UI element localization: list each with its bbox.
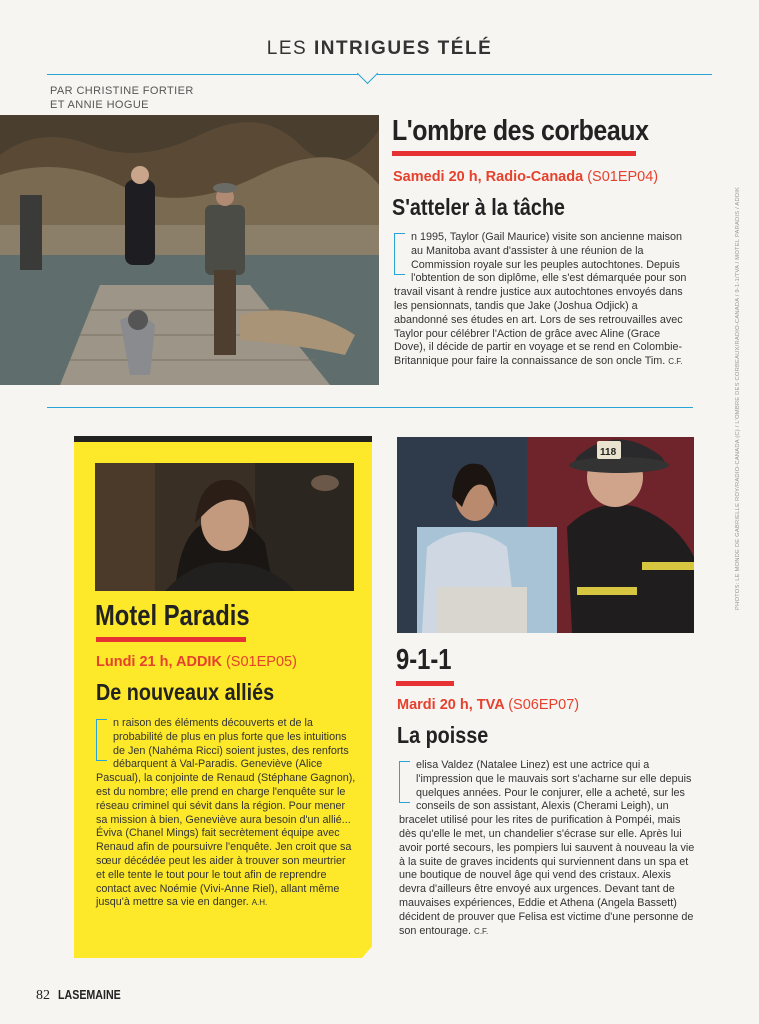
article1-subtitle: S'atteler à la tâche: [392, 194, 565, 220]
dropcap-e: [394, 233, 405, 275]
article3-title-underline: [396, 681, 454, 686]
article3-title: 9-1-1: [396, 644, 452, 676]
byline-line2: ET ANNIE HOGUE: [50, 99, 149, 111]
article2-credit: A.H.: [251, 898, 268, 908]
article1-credit: C.F.: [668, 357, 683, 367]
article2-schedule: [96, 654, 297, 670]
article3-credit: C.F.: [474, 926, 489, 936]
article2-title: Motel Paradis: [95, 600, 250, 632]
article2-subtitle: De nouveaux alliés: [96, 679, 275, 705]
article2-title-underline: [96, 637, 246, 642]
article2-schedule-text: Lundi 21 h, ADDIK: [96, 654, 222, 670]
article2-body-text: n raison des éléments découverts et de la probabilité de plus en plus forte que les intuitions de Jen (Nahéma Ricci) soient justes, des renforts débarquent à Val-Paradis. Geneviève (Alice Pascual), la conjointe de Renaud (Stéphane Gagnon), est du nombre; elle prend en charge l'enquête sur le réseau criminel qui sévit dans la région. Pour mener sa mission à bien, Geneviève aura besoin d'un allié... Éviva (Chanel Mings) fait secrètement équipe avec Renaud afin de poursuivre l'enquête. Jen croit que sa sœur décédée peut les aider à trouver son meurtrier et elle tente le tout pour le tout afin de reprendre contact avec Noémie (Vivi-Anne Riel), allant même jusqu'à mettre sa vie en danger.: [96, 717, 356, 909]
byline: [50, 84, 194, 112]
helmet-number: 118: [600, 447, 617, 458]
section-divider: [47, 407, 693, 408]
photo-motel-paradis: [95, 463, 354, 591]
photo-credits-vertical: PHOTOS: LE MONDE DE GABRIELLE ROY/RADIO-CANADA (C) / L'OMBRE DES CORBEAUX/RADIO-CANADA / 9-1-1/TVA / MOTEL PARADIS / ADDIK: [735, 186, 741, 610]
dropcap-f: [399, 761, 410, 803]
article1-schedule-text: Samedi 20 h, Radio-Canada: [393, 169, 584, 185]
article2-body: [96, 717, 356, 910]
article1-episode: (S01EP04): [587, 169, 659, 185]
page-footer: [36, 987, 134, 1004]
section-header: [0, 38, 759, 60]
article1-schedule: [393, 169, 658, 185]
magazine-brand: LASEMAINE: [57, 987, 121, 1002]
article1-title: L'ombre des corbeaux: [392, 115, 649, 147]
box-corner-cut: [362, 944, 374, 958]
header-rule: [47, 74, 712, 75]
article1-body-text: n 1995, Taylor (Gail Maurice) visite son ancienne maison au Manitoba avant d'assister à une réunion de la Commission royale sur les peuples autochtones. Depuis l'obtention de son diplôme, elle s'est démarquée pour son travail visant à rendre justice aux autochtones envoyés dans les pensionnats, tandis que Jake (Joshua Odjick) a abandonné ses études en art. Lors de ses retrouvailles avec Taylor pour célébrer l'Action de grâce avec Aline (Grace Dove), il décide de partir en voyage et se rend en Colombie-Britannique pour faire la connaissance de son oncle Tim.: [394, 231, 687, 368]
photo-ombre-des-corbeaux: [0, 115, 379, 385]
article1-title-underline: [392, 151, 636, 156]
article3-subtitle: La poisse: [397, 722, 489, 748]
section-header-prefix: LES: [266, 38, 308, 59]
article2-episode: (S01EP05): [225, 654, 297, 670]
article3-schedule: [397, 697, 579, 713]
header-rule-notch: [357, 63, 378, 84]
photo-9-1-1: [397, 437, 694, 633]
byline-line1: PAR CHRISTINE FORTIER: [50, 85, 194, 97]
article1-body: [394, 231, 692, 369]
article3-schedule-text: Mardi 20 h, TVA: [397, 697, 505, 713]
article3-body: [399, 759, 695, 938]
article3-episode: (S06EP07): [508, 697, 580, 713]
dropcap-e: [96, 719, 107, 761]
section-header-bold: INTRIGUES TÉLÉ: [313, 38, 493, 59]
page-number: 82: [36, 988, 50, 1003]
box-top-bar: [74, 436, 372, 442]
article3-body-text: elisa Valdez (Natalee Linez) est une actrice qui a l'impression que le mauvais sort s'acharne sur elle depuis quelques années. Pour le conjurer, elle a acheté, sur les conseils de son assistant, Alexis (Cherami Leigh), un bracelet utilisé pour les rites de purification à Pompéi, mais dès qu'elle le met, un chandelier s'écrase sur elle. Après lui avoir porté secours, les pompiers lui sauvent à nouveau la vie à la suite de graves incidents qui surviennent dans un spa et une boutique de nouvel âge qui vend des cristaux. Alexis devra d'ailleurs être envoyé aux urgences. Devant tant de mauvaises expériences, Eddie et Athena (Angela Bassett) décident de prouver que Felisa est victime d'une personne de son entourage.: [399, 759, 695, 937]
